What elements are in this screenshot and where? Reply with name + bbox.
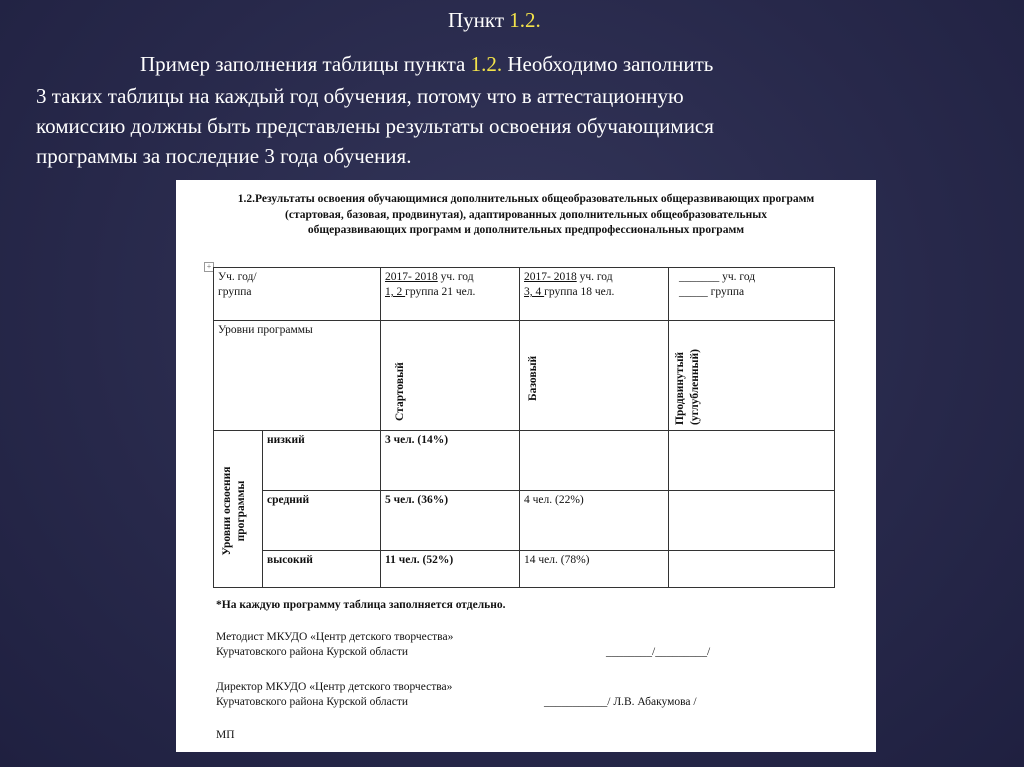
- footnote: *На каждую программу таблица заполняется отдельно.: [216, 599, 506, 611]
- methodist-signature: Методист МКУДО «Центр детского творчества» Курчатовского района Курской области: [216, 631, 454, 658]
- cell-start: 3 чел. (14%): [380, 430, 520, 491]
- document-image: [176, 180, 876, 752]
- cell-advanced: [668, 430, 835, 491]
- director-signature: Директор МКУДО «Центр детского творчества» Курчатовского района Курской области: [216, 681, 453, 708]
- cell-start: 11 чел. (52%): [380, 550, 520, 588]
- director-sign-line: ___________/ Л.В. Абакумова /: [544, 696, 697, 708]
- doc-heading: 1.2.Результаты освоения обучающимися дополнительных общеобразовательных общеразвивающих программ (стартовая, базовая, продвинутая), адаптированных дополнительных общеобразовательных общеразвивающих программ и дополнительных предпрофессиональных программ: [237, 193, 815, 236]
- levels-label: Уровни программы: [213, 320, 381, 431]
- slide-title: Пункт 1.2.: [448, 8, 541, 32]
- intro-line-4: программы за последние 3 года обучения.: [36, 144, 412, 168]
- table-move-handle-icon: +: [204, 262, 214, 272]
- cell-basic: 14 чел. (78%): [519, 550, 669, 588]
- header-year-group: Уч. год/ группа: [213, 267, 381, 321]
- cell-advanced: [668, 490, 835, 551]
- row-level-name: низкий: [262, 430, 381, 491]
- level-basic: Базовый: [519, 320, 669, 431]
- mastery-label: Уровни освоения программы: [213, 430, 263, 588]
- cell-basic: 4 чел. (22%): [519, 490, 669, 551]
- header-col-2: 2017- 2018 уч. год 3, 4 группа 18 чел.: [519, 267, 669, 321]
- cell-start: 5 чел. (36%): [380, 490, 520, 551]
- cell-basic: [519, 430, 669, 491]
- header-col-1: 2017- 2018 уч. год 1, 2 группа 21 чел.: [380, 267, 520, 321]
- stamp-place: МП: [216, 729, 235, 741]
- level-start: Стартовый: [380, 320, 520, 431]
- intro-line-1: Пример заполнения таблицы пункта 1.2. Необходимо заполнить: [140, 52, 714, 76]
- row-level-name: высокий: [262, 550, 381, 588]
- header-col-3: _______ уч. год _____ группа: [668, 267, 835, 321]
- intro-line-2: 3 таких таблицы на каждый год обучения, потому что в аттестационную: [36, 84, 684, 108]
- intro-line-3: комиссию должны быть представлены результаты освоения обучающимися: [36, 114, 714, 138]
- methodist-sign-line: ________/_________/: [606, 646, 711, 658]
- row-level-name: средний: [262, 490, 381, 551]
- cell-advanced: [668, 550, 835, 588]
- level-advanced: Продвинутый (углубленный): [668, 320, 835, 431]
